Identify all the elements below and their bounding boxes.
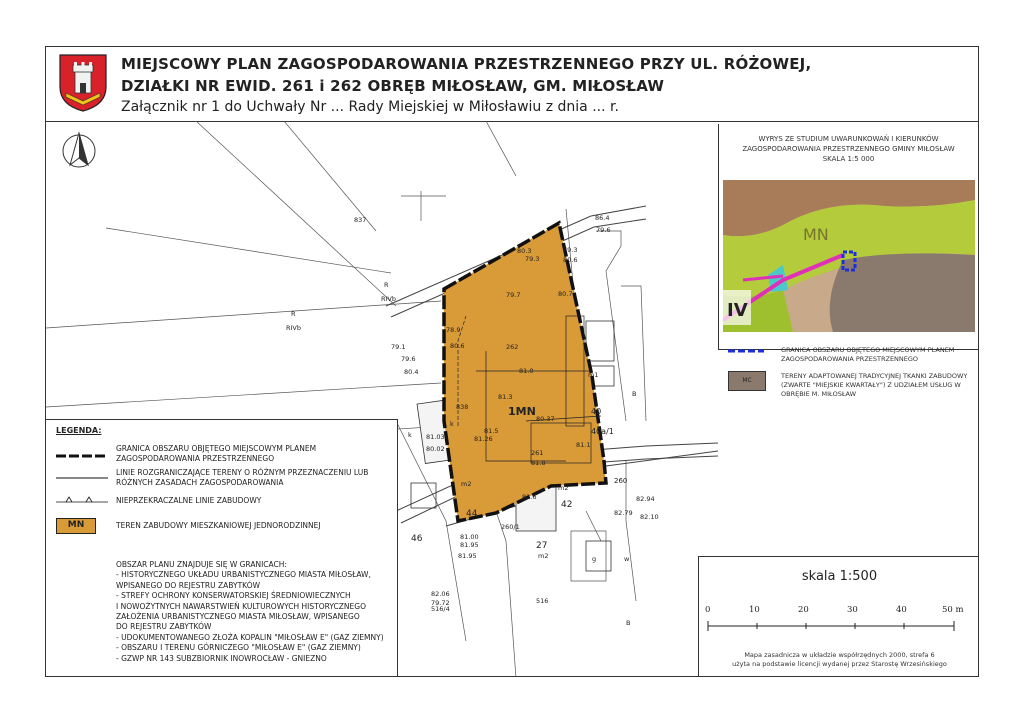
inset-map-label: IV [727,300,748,321]
height-label: 82.94 [636,495,655,503]
inset-boundary-symbol [728,347,764,355]
building-label: m2 [558,484,569,492]
inset-legend-mc: TERENY ADAPTOWANEJ TRADYCYJNEJ TKANKI ZABUDOWY (ZWARTE "MIEJSKIE KWARTAŁY") Z UDZIAŁEM USŁUG W OBRĘBIE M. MIŁOSŁAW [781,372,968,398]
plan-title-line2: DZIAŁKI NR EWID. 261 i 262 OBRĘB MIŁOSŁAW, GM. MIŁOSŁAW [121,77,665,95]
parcel-label: 838 [456,403,469,411]
parcel-label: 262 [506,343,519,351]
height-label: 80.4 [404,368,419,376]
land-class-label: R [384,281,389,289]
north-arrow-icon [63,133,95,167]
parcel-label: 837 [354,216,367,224]
legend [46,419,398,676]
parcel-label: 260 [614,477,628,485]
parcel-label: 40 [591,407,602,416]
plan-title-line1: MIEJSCOWY PLAN ZAGOSPODAROWANIA PRZESTRZENNEGO PRZY UL. RÓŻOWEJ, [121,55,812,73]
height-label: 80.37 [536,415,555,423]
parcel-label: 40a/1 [591,427,614,436]
legend-item-boundary: GRANICA OBSZARU OBJĘTEGO MIEJSCOWYM PLANEM ZAGOSPODAROWANIA PRZESTRZENNEGO [116,444,317,463]
height-label: 79.3 [563,246,578,254]
height-label: 81.1 [576,441,591,449]
building-label: B [632,390,637,398]
building-label: g [592,555,597,563]
height-label: 81.95 [460,541,479,549]
building-label: w [624,555,630,563]
land-class-label: R [291,310,296,318]
legend-item-division: LINIE ROZGRANICZAJĄCE TERENY O RÓŻNYM PRZEZNACZENIU LUB RÓŻNYCH ZASADACH ZAGOSPODAROWANIA [116,468,369,487]
division-line-symbol [56,476,108,480]
building-label: m1 [588,371,599,379]
height-label: 79.3 [525,255,540,263]
mn-swatch: MN [56,518,96,534]
land-class-label: RIVb [381,295,397,303]
height-label: 82.6 [522,493,537,501]
scale-bar [707,619,957,633]
scale-tick-label: 20 [798,605,809,615]
height-label: 82.79 [614,509,633,517]
scale-tick-label: 0 [705,605,711,615]
height-label: 78.9 [446,326,461,334]
height-label: 81.26 [474,435,493,443]
inset-title: WYRYS ZE STUDIUM UWARUNKOWAŃ I KIERUNKÓW ZAGOSPODAROWANIA PRZESTRZENNEGO GMINY MIŁOSŁAW SKALA 1:5 000 [742,135,955,163]
header [46,47,978,122]
building-label: B [626,619,631,627]
height-label: 79.72 [431,599,450,607]
land-class-label: RIVb [286,324,302,332]
building-label: m2 [461,480,472,488]
legend-item-mn: TEREN ZABUDOWY MIESZKANIOWEJ JEDNORODZINNEJ [116,521,321,530]
misc-label: k [450,420,454,428]
scale-tick-label: 50 m [942,605,964,615]
height-label: 81.5 [484,427,499,435]
height-label: 79.1 [391,343,406,351]
scale-title: skala 1:500 [801,569,878,584]
building-line-symbol [56,496,108,504]
scale-tick-label: 40 [896,605,907,615]
height-label: 80.3 [517,247,532,255]
parcel-label: 261 [531,449,544,457]
boundary-line-symbol [56,452,108,460]
inset-map [723,180,975,332]
height-label: 81.03 [426,433,445,441]
height-label: 80.7 [558,290,573,298]
height-label: 81.8 [531,459,546,467]
map-sheet-frame [45,46,979,677]
misc-label: k [408,431,412,439]
parcel-label: 516/4 [431,605,450,613]
height-label: 81.0 [519,367,534,375]
parcel-label: 46 [411,534,423,544]
zone-label: 1MN [508,405,536,418]
height-label: 79.6 [596,226,611,234]
inset-map-label: MN [803,225,829,244]
scale-tick-label: 30 [847,605,858,615]
height-label: 80.6 [563,256,578,264]
parcel-label: 44 [466,509,478,519]
scale-tick-label: 10 [749,605,760,615]
height-label: 79.7 [506,291,521,299]
height-label: 86.4 [595,214,610,222]
parcel-label: 516 [536,597,549,605]
parcel-label: 42 [561,500,573,510]
map-source-note: Mapa zasadnicza w układzie współrzędnych 2000, strefa 6 użyta na podstawie licencji wydanej przez Starostę Wrzesińskiego [732,651,947,668]
inset-mc-swatch: MC [728,371,766,391]
inset-legend-boundary: GRANICA OBSZARU OBJĘTEGO MIEJSCOWYM PLANEM ZAGOSPODAROWANIA PRZESTRZENNEGO [781,346,955,363]
plan-subtitle: Załącznik nr 1 do Uchwały Nr ... Rady Miejskiej w Miłosławiu z dnia ... r. [121,99,619,115]
parcel-label: 27 [536,541,548,551]
legend-title: LEGENDA: [56,426,102,435]
studium-inset [718,124,978,350]
coat-of-arms-icon [58,53,108,113]
parcel-label: 260/1 [501,523,520,531]
height-label: 81.95 [458,552,477,560]
height-label: 79.6 [401,355,416,363]
height-label: 82.06 [431,590,450,598]
height-label: 81.00 [460,533,479,541]
height-label: 81.3 [498,393,513,401]
plan-notes: OBSZAR PLANU ZNAJDUJE SIĘ W GRANICACH: - HISTORYCZNEGO UKŁADU URBANISTYCZNEGO MIASTA MIŁOSŁAW, WPISANEGO DO REJESTRU ZABYTKÓW - STREFY OCHRONY KONSERWATORSKIEJ ŚREDNIOWIECZNYCH I NOWOŻYTNYCH NAWARSTWIEŃ KULTUROWYCH HISTORYCZNEGO ZAŁOŻENIA URBANISTYCZNEGO MIASTA MIŁOSŁAW, WPISANEGO DO REJESTRU ZABYTKÓW - UDOKUMENTOWANEGO ZŁOŻA KOPALIN "MIŁOSŁAW E" (GAZ ZIEMNY) - OBSZARU I TERENU GÓRNICZEGO "MIŁOSŁAW E" (GAZ ZIEMNY) - GZWP NR 143 SUBZBIORNIK INOWROCŁAW - GNIEZNO [116,560,384,663]
legend-item-building-line: NIEPRZEKRACZALNE LINIE ZABUDOWY [116,496,262,505]
height-label: 80.02 [426,445,445,453]
scale-box [698,556,979,677]
height-label: 82.10 [640,513,659,521]
building-label: m2 [538,552,549,560]
height-label: 80.6 [450,342,465,350]
